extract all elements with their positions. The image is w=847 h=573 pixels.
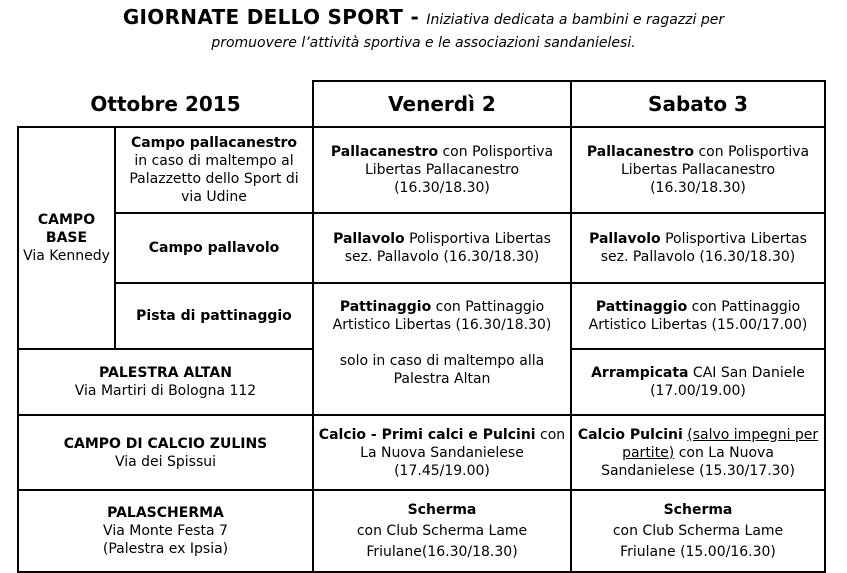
place-title: PALASCHERMA (107, 505, 224, 521)
maltempo-note: solo in caso di maltempo alla Palestra Altan (339, 353, 545, 387)
sport-name: Arrampicata (591, 365, 689, 381)
pallavolo-day-1 (314, 214, 570, 282)
pattinaggio-day-2 (572, 284, 824, 348)
place-title: PALESTRA ALTAN (99, 365, 232, 381)
scherma-day-2 (572, 491, 824, 571)
sport-name: Pallavolo (333, 231, 405, 247)
campo-base-cell (19, 128, 114, 348)
subtitle-line-1: Iniziativa dedicata a bambini e ragazzi per (426, 12, 725, 28)
place-pattinaggio: Pista di pattinaggio (136, 308, 292, 324)
sport-details: con Polisportiva Libertas Pallacanestro (16.30/18.30) (364, 144, 554, 196)
place-address: Via dei Spissui (114, 453, 217, 470)
sport-name: Calcio Pulcini (577, 426, 683, 443)
sport-details: con Pattinaggio Artistico Libertas (16.30/18.30) (332, 299, 552, 333)
sport-details: Polisportiva Libertas sez. Pallavolo (16.30/18.30) (600, 231, 807, 265)
sport-name: Pallacanestro (330, 144, 439, 160)
sport-name: Pallacanestro (586, 144, 695, 160)
header-month: Ottobre 2015 (90, 92, 241, 116)
campo-base-name: CAMPO BASE (37, 212, 96, 246)
sport-name: Pattinaggio (595, 299, 688, 315)
place-pallavolo: Campo pallavolo (148, 240, 280, 256)
place-title: Campo pallacanestro (130, 135, 298, 151)
place-address: Via Monte Festa 7 (103, 523, 228, 539)
table-border-right (824, 80, 826, 573)
place-title: CAMPO DI CALCIO ZULINS (63, 435, 268, 452)
sport-details: con Pattinaggio Artistico Libertas (15.00/17.00) (588, 299, 808, 333)
sport-name: Pattinaggio (339, 299, 432, 315)
sport-name: Scherma (663, 501, 733, 518)
sport-name: Calcio - Primi calci e Pulcini (318, 426, 536, 443)
sport-details: CAI San Daniele (17.00/19.00) (650, 365, 805, 399)
subtitle-line-2: promuovere l’attività sportiva e le associazioni sandanielesi. (211, 35, 636, 51)
pallacanestro-day-1 (314, 128, 570, 212)
altan-day-2 (572, 350, 824, 414)
calcio-day-1 (314, 416, 570, 489)
place-palestra-altan (19, 350, 312, 414)
page-header (0, 4, 847, 53)
scherma-day-1 (314, 491, 570, 571)
sport-details: con La Nuova Sandanielese (15.30/17.30) (601, 444, 795, 479)
sport-details: con Club Scherma Lame Friulane (15.00/16.30) (612, 522, 784, 560)
sport-details: Polisportiva Libertas sez. Pallavolo (16.30/18.30) (344, 231, 551, 265)
sport-details: con Polisportiva Libertas Pallacanestro (16.30/18.30) (620, 144, 810, 196)
header-day-2: Sabato 3 (648, 92, 748, 116)
page-title: GIORNATE DELLO SPORT - (122, 5, 427, 29)
sport-details: con Club Scherma Lame Friulane(16.30/18.30) (356, 522, 528, 560)
header-day-1: Venerdì 2 (388, 92, 496, 116)
pattinaggio-day-1 (314, 284, 570, 414)
place-campo-calcio (19, 416, 312, 489)
place-note: in caso di maltempo al Palazzetto dello Sport di via Udine (129, 153, 299, 205)
pallavolo-day-2 (572, 214, 824, 282)
place-address: Via Martiri di Bologna 112 (74, 383, 257, 399)
campo-base-address: Via Kennedy (23, 248, 110, 264)
place-palascherma (19, 491, 312, 571)
sport-details: con La Nuova Sandanielese (17.45/19.00) (360, 426, 566, 479)
place-pallacanestro (116, 128, 312, 212)
schedule-table (17, 80, 826, 573)
calcio-day-2 (572, 416, 824, 489)
sport-condition: (salvo impegni per partite) (622, 426, 819, 461)
pallacanestro-day-2 (572, 128, 824, 212)
sport-name: Pallavolo (589, 231, 661, 247)
place-note: (Palestra ex Ipsia) (102, 541, 229, 557)
sport-name: Scherma (407, 501, 477, 518)
